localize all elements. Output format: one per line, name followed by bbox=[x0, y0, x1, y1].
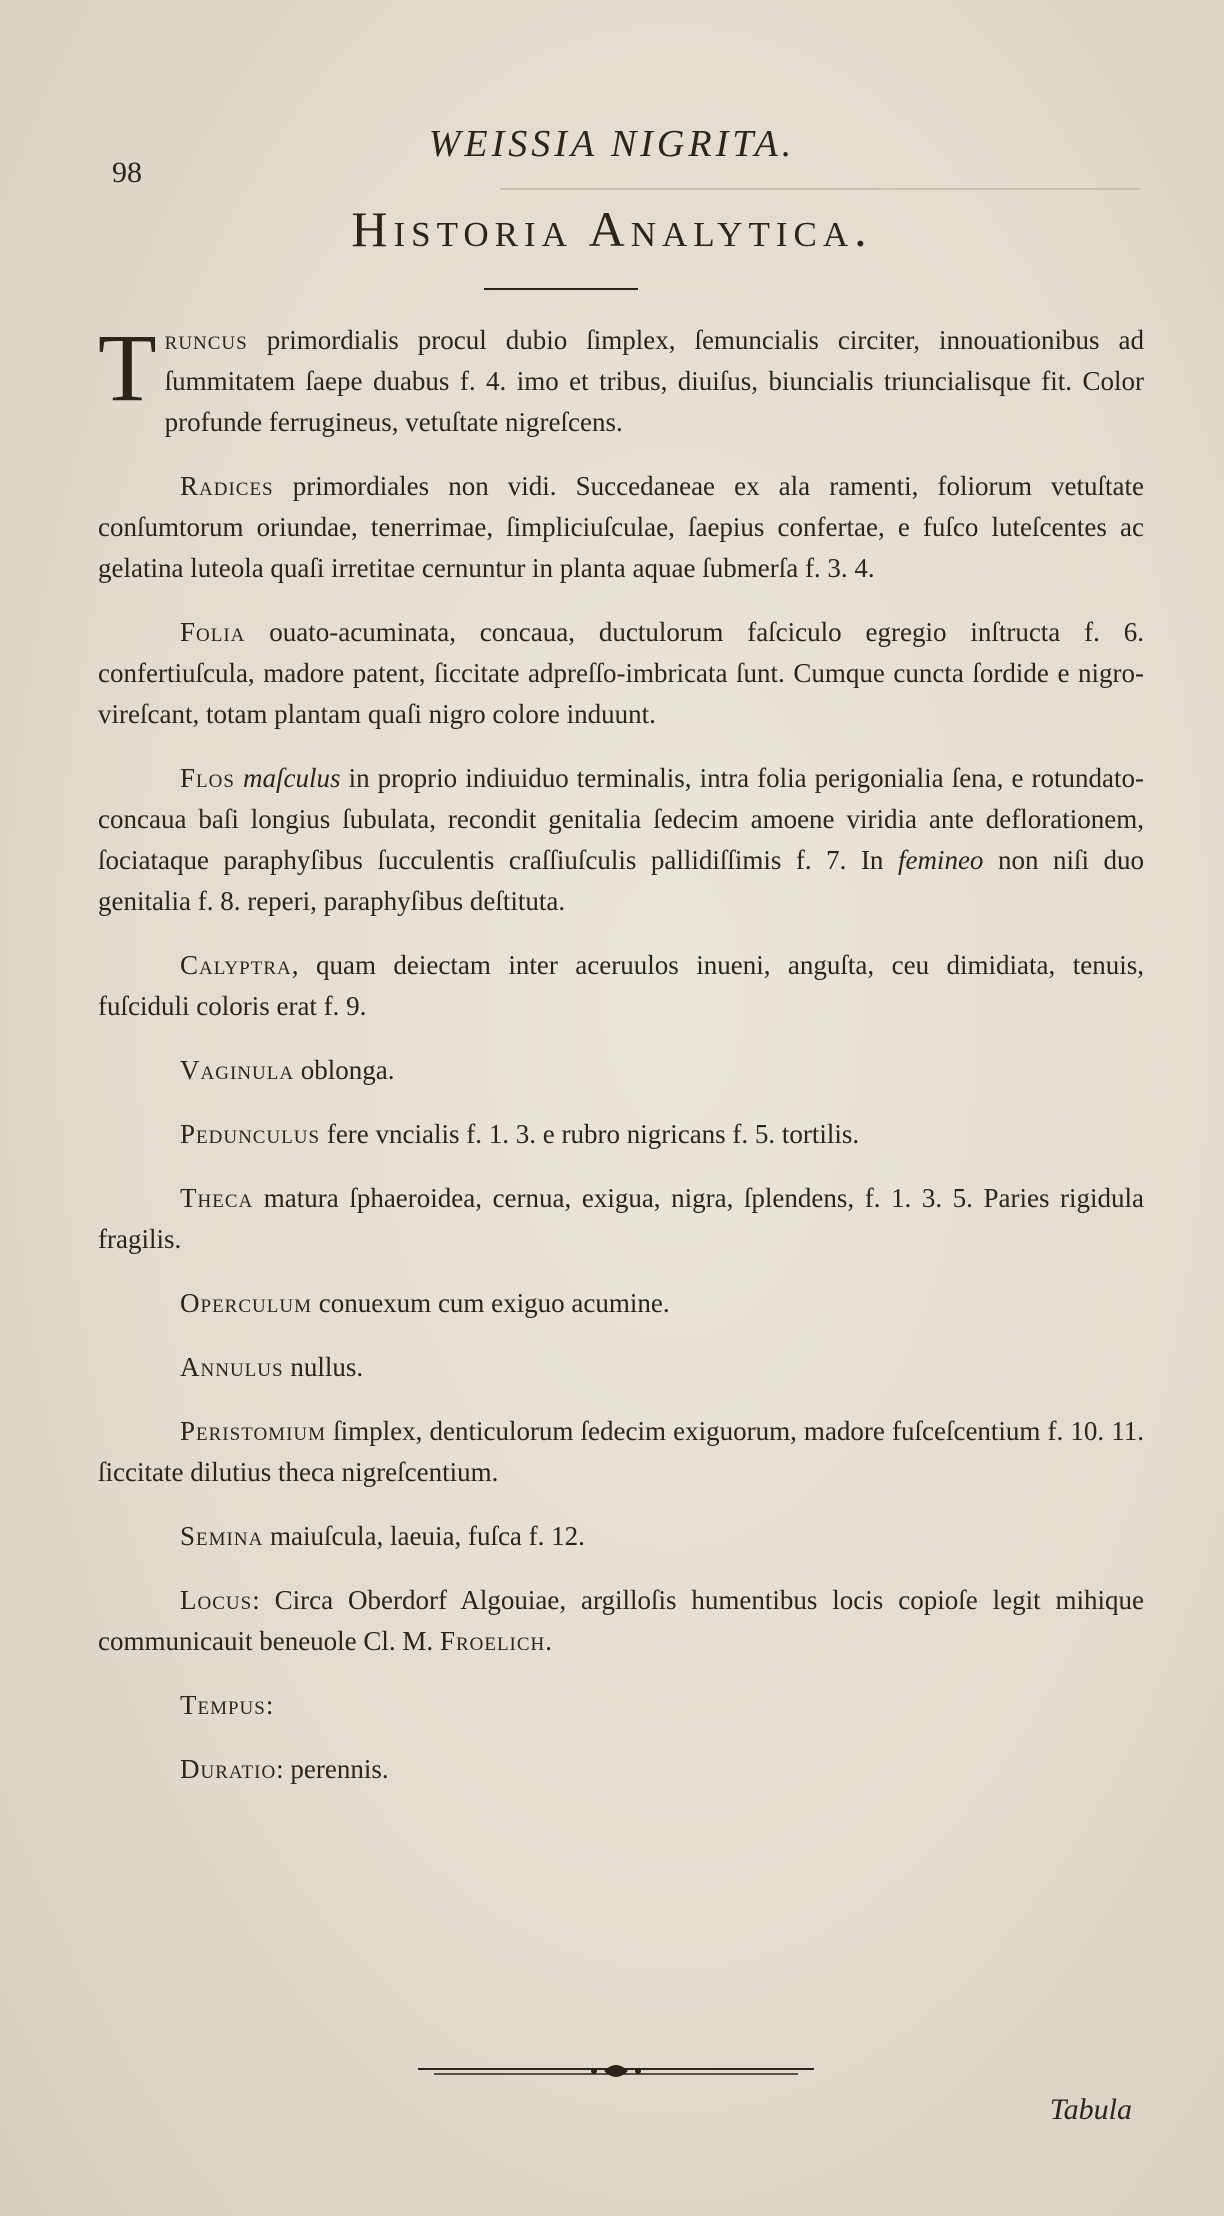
paragraph-text: conuexum cum exiguo acumine. bbox=[318, 1288, 670, 1318]
emphasis-text: femineo bbox=[897, 845, 984, 875]
term-label: runcus bbox=[164, 325, 248, 355]
paragraph-semina bbox=[98, 1516, 1144, 1557]
section-title: Historia Analytica. bbox=[351, 201, 873, 257]
paragraph-theca bbox=[98, 1178, 1144, 1260]
term-label: Vaginula bbox=[180, 1055, 295, 1085]
paragraph-annulus bbox=[98, 1347, 1144, 1388]
collector-name: Froelich. bbox=[439, 1626, 554, 1656]
page-number: 98 bbox=[112, 156, 142, 189]
emphasis-text: maſculus bbox=[243, 763, 341, 793]
paragraph-folia bbox=[98, 612, 1144, 735]
term-label: Pedunculus bbox=[180, 1119, 321, 1149]
paragraph-text: : Circa Oberdorf Algouiae, argilloſis humentibus locis copioſe legit mihique communicauit beneuole Cl. M. bbox=[98, 1585, 1144, 1656]
paragraph-text: nullus. bbox=[290, 1352, 364, 1382]
term-label: Operculum bbox=[180, 1288, 312, 1318]
running-head: WEISSIA NIGRITA. bbox=[428, 123, 796, 165]
term-label: Tempus bbox=[180, 1690, 266, 1720]
paragraph-text: oblonga. bbox=[300, 1055, 395, 1085]
paragraph-peristomium bbox=[98, 1411, 1144, 1493]
end-ornament-rule bbox=[414, 2061, 818, 2083]
paragraph-vaginula bbox=[98, 1050, 1144, 1091]
paragraph-text: matura ſphaeroidea, cernua, exigua, nigra, ſplendens, f. 1. 3. 5. Paries rigidula fragilis. bbox=[98, 1183, 1145, 1254]
term-label: Theca bbox=[180, 1183, 254, 1213]
term-label: Annulus bbox=[180, 1352, 284, 1382]
body-text bbox=[98, 314, 1145, 1813]
paragraph-locus bbox=[98, 1580, 1144, 1662]
drop-cap-initial: T bbox=[98, 314, 157, 421]
term-label: Calyptra bbox=[180, 950, 292, 980]
paragraph-text: , quam deiectam inter aceruulos inueni, anguſta, ceu dimidiata, tenuis, fuſciduli coloris erat f. 9. bbox=[98, 950, 1144, 1021]
paragraph-duratio bbox=[98, 1749, 1144, 1790]
paragraph-text: primordialis procul dubio ſimplex, ſemuncialis circiter, innouationibus ad ſummitatem ſaepe duabus f. 4. imo et tribus, diuiſus, biuncialis triuncialisque fit. Color profunde ferrugineus, vetuſtate nigreſcens. bbox=[164, 325, 1145, 437]
paragraph-text: maiuſcula, laeuia, fuſca f. 12. bbox=[270, 1521, 585, 1551]
paragraph-text: fere vncialis f. 1. 3. e rubro nigricans f. 5. tortilis. bbox=[326, 1119, 860, 1149]
term-label: Radices bbox=[180, 471, 274, 501]
paragraph-text: primordiales non vidi. Succedaneae ex ala ramenti, foliorum vetuſtate conſumtorum oriundae, tenerrimae, ſimpliciuſculae, ſaepius confertae, e fuſco luteſcentes ac gelatina luteola quaſi irretitae cernuntur in planta aquae ſubmerſa f. 3. 4. bbox=[98, 471, 1145, 583]
paragraph-text: : perennis. bbox=[276, 1754, 389, 1784]
term-label: Folia bbox=[180, 617, 246, 647]
term-label: Semina bbox=[180, 1521, 264, 1551]
paragraph-truncus bbox=[98, 314, 1145, 443]
term-label: Locus bbox=[180, 1585, 253, 1615]
paragraph-text: ſimplex, denticulorum ſedecim exiguorum, madore fuſceſcentium f. 10. 11. ſiccitate dilutius theca nigreſcentium. bbox=[98, 1416, 1144, 1487]
paragraph-pedunculus bbox=[98, 1114, 1144, 1155]
catchword: Tabula bbox=[1049, 2093, 1132, 2126]
paragraph-radices bbox=[98, 466, 1144, 589]
paragraph-tempus bbox=[98, 1685, 1144, 1726]
term-label: Duratio bbox=[180, 1754, 277, 1784]
term-label: Flos bbox=[180, 763, 235, 793]
paragraph-text: : bbox=[265, 1690, 274, 1720]
paragraph-calyptra bbox=[98, 945, 1144, 1027]
term-label: Peristomium bbox=[180, 1416, 327, 1446]
paragraph-text: non niſi duo genitalia f. 8. reperi, paraphyſibus deſtituta. bbox=[98, 845, 1144, 916]
paragraph-operculum bbox=[98, 1283, 1144, 1324]
paragraph-text: in proprio indiuiduo terminalis, intra folia perigonialia ſena, e rotundato-concaua baſi longius ſubulata, recondit genitalia ſedecim amoene viridia ante deflorationem, ſociataque paraphyſibus ſucculentis craſſiuſculis pallidiſſimis f. 7. In bbox=[98, 763, 1145, 875]
header-rule bbox=[500, 188, 1140, 190]
title-rule bbox=[484, 288, 638, 290]
paragraph-text: ouato-acuminata, concaua, ductulorum faſciculo egregio inſtructa f. 6. confertiuſcula, madore patent, ſiccitate adpreſſo-imbricata ſunt. Cumque cuncta ſordide e nigro-vireſcant, totam plantam quaſi nigro colore induunt. bbox=[98, 617, 1145, 729]
paragraph-flos bbox=[98, 758, 1144, 922]
